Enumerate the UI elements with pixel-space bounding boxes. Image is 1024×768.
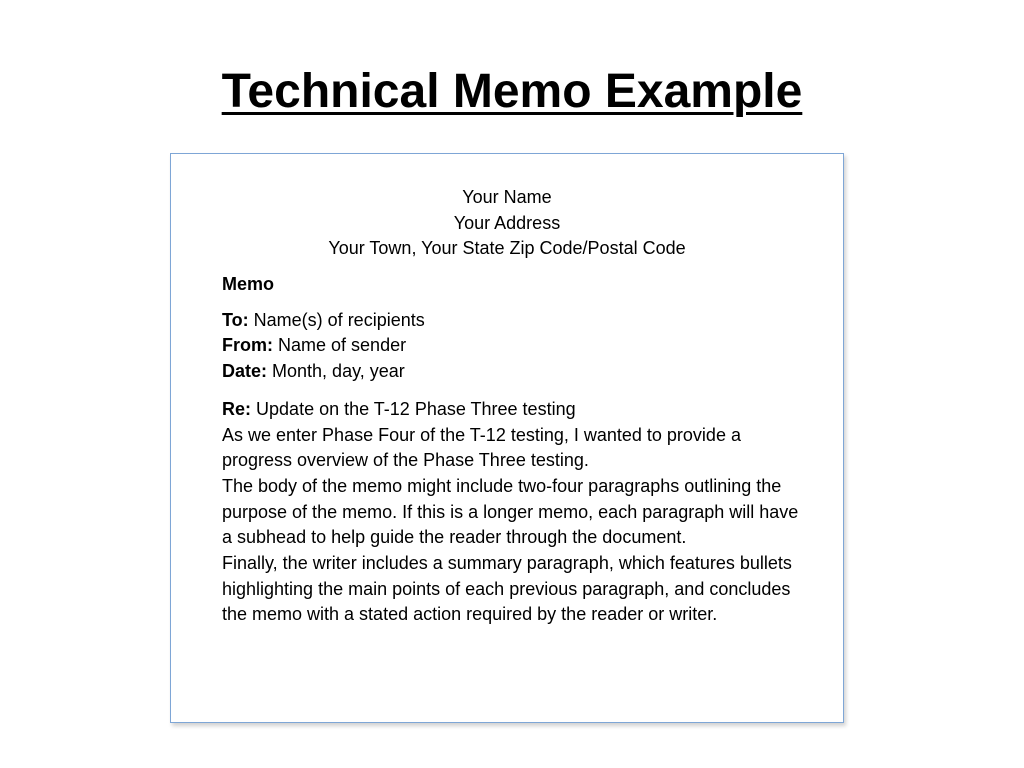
date-line bbox=[222, 359, 802, 385]
from-label: From: bbox=[222, 335, 273, 356]
from-value: Name of sender bbox=[278, 335, 407, 356]
re-label: Re: bbox=[222, 398, 252, 419]
date-value: Month, day, year bbox=[272, 361, 405, 382]
re-line bbox=[222, 397, 802, 423]
date-label: Date: bbox=[222, 361, 268, 382]
body-paragraph-2: The body of the memo might include two-four paragraphs outlining the purpose of the memo. If this is a longer memo, each paragraph will have a subhead to help guide the reader through the document. bbox=[222, 475, 799, 548]
re-value: Update on the T-12 Phase Three testing bbox=[256, 398, 576, 419]
sender-name: Your Name bbox=[462, 187, 552, 207]
memo-label: Memo bbox=[222, 274, 275, 294]
to-value: Name(s) of recipients bbox=[253, 309, 425, 330]
page-title bbox=[0, 62, 1024, 122]
sender-address: Your Address bbox=[453, 212, 561, 233]
from-line bbox=[222, 333, 802, 359]
body-paragraph-1: As we enter Phase Four of the T-12 testing, I wanted to provide a progress overview of the Phase Three testing. bbox=[222, 424, 741, 471]
memo-content bbox=[222, 272, 802, 628]
sender-block bbox=[171, 185, 843, 262]
page-title-text: Technical Memo Example bbox=[221, 65, 803, 118]
sender-town: Your Town, Your State Zip Code/Postal Code bbox=[328, 238, 686, 259]
to-line bbox=[222, 308, 802, 334]
memo-document bbox=[170, 153, 844, 723]
to-label: To: bbox=[222, 309, 249, 330]
memo-header-group bbox=[222, 308, 802, 385]
body-paragraph-3: Finally, the writer includes a summary paragraph, which features bullets highlighting the main points of each previous paragraph, and concludes the memo with a stated action required by the reader or writer. bbox=[222, 553, 792, 625]
